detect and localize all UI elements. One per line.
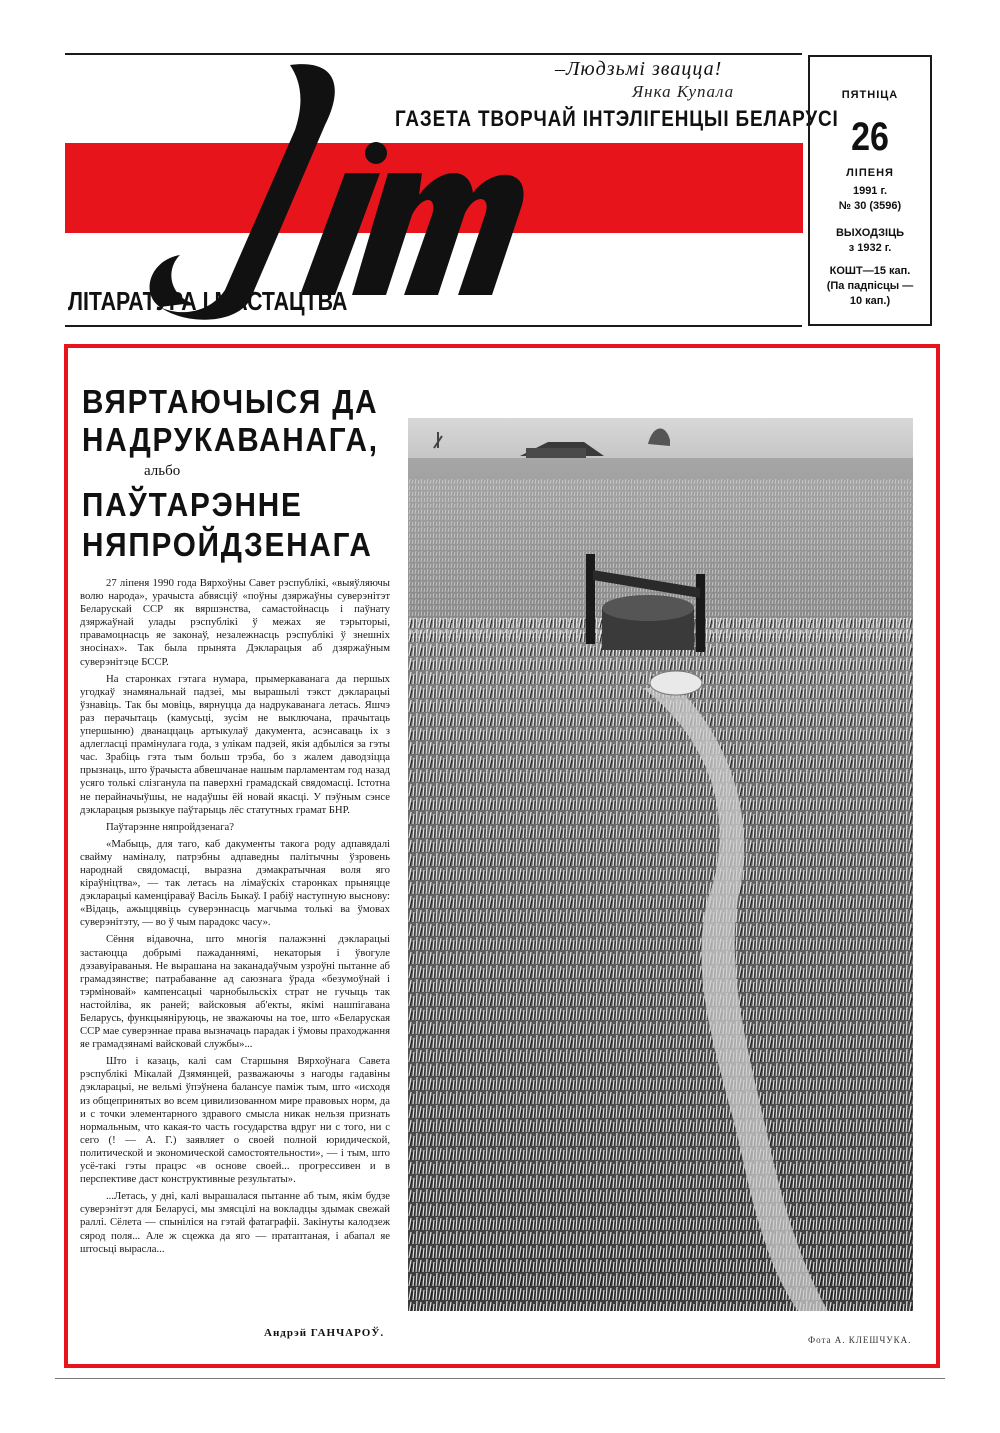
newspaper-subtitle: ЛІТАРАТУРА І МАСТАЦТВА — [68, 286, 348, 316]
published-since-label: ВЫХОДЗІЦЬ — [835, 227, 905, 239]
photo-near-grass — [408, 618, 913, 1311]
page-bottom-rule — [55, 1378, 945, 1379]
issue-month: ЛІПЕНЯ — [846, 167, 894, 179]
issue-day: 26 — [851, 115, 889, 159]
article-byline: Андрэй ГАНЧАРОЎ. — [264, 1327, 385, 1339]
logo-text: ЛіМ — [140, 55, 142, 56]
article-paragraph: На старонках гэтага нумара, прымеркаванага да першых угодкаў знамянальнай падзеі, мы вырашылі тэкст дэкларацыі ўзнавіць. Так бы мовіць, вярнуцца да надрукаванага летась. Яшчэ раз перачытаць (камусьці, зусім не выключана, прачытаць упершыню) дванаццаць артыкулаў дакумента, асэнсаваць іх з адлегласці прамінулага года, з улікам падзей, якія адбыліся за гэты час. Зрабіць гэта тым больш трэба, бо з жалем даводзіцца прызнаць, што ўрачыста абвешчанае нашым парламентам год назад усяго толькі слізганула па паверхні грамадскай свядомасці. Істотна не перайначыўшы, не надаўшы ёй новай якасці. У пэўным сэнсе дэкларацыя рызыкуе паўтарыць лёс статутных грамат БНР. — [80, 672, 390, 816]
article-paragraph: Паўтарэнне няпройдзенага? — [106, 820, 235, 833]
photo-stone — [650, 671, 702, 695]
headline-line3: ПАЎТАРЭННЕ — [82, 486, 303, 523]
logo-stroke-m — [352, 173, 524, 295]
article-paragraph: Сёння відавочна, што многія палажэнні дэкларацыі застаюцца добрымі пажаданнямі, некаторыя і ўвогуле дэзавуіраваныя. Не вырашана на заканадаўчым узроўні пытанне аб грамадзянстве; патрабаванне ад саюзнага ўрада «безумоўнай і тэрміновай» кампенсацыі чарнобыльскіх страт не гучыць так настойліва, як раней; вайсковыя аб'екты, якімі нашпігавана Беларусь, функцыяніруюць, не зважаючы на тое, што «Беларуская ССР мае суверэннае права вызначаць парадак і ўмовы праходжання яе грамадзянамі вайсковай службы»... — [80, 933, 390, 1051]
subscription-price-line1: (Па падпісцы — — [826, 280, 914, 292]
subscription-price-line2: 10 кап.) — [849, 295, 891, 307]
article-paragraph: 27 ліпеня 1990 года Вярхоўны Савет рэспублікі, «выяўляючы волю народа», урачыста абвясціў «поўны дзяржаўны суверэнітэт Беларускай ССР як вяршэнства, самастойнасць і паўнату дзяржаўнай улады рэспублікі ў межах яе тэрыторыі, правамоцнасць яе законаў, незалежнасць рэспублікі ў знешніх зносінах». Так была прынята Дэкларацыя аб дзяржаўным суверэнітэце БССР. — [80, 577, 390, 668]
newspaper-tagline: ГАЗЕТА ТВОРЧАЙ ІНТЭЛІГЕНЦЫІ БЕЛАРУСІ — [395, 106, 839, 131]
headline-connector: альбо — [144, 463, 181, 479]
issue-year: 1991 г. — [852, 185, 888, 197]
motto: –Людзьмі звацца! — [555, 58, 723, 80]
published-since-year: з 1932 г. — [848, 242, 892, 254]
photo-well-post-left — [586, 554, 595, 644]
motto-signature: Янка Купала — [632, 82, 735, 101]
field-well-photo — [408, 418, 913, 1311]
photo-credit: Фота А. КЛЕШЧУКА. — [808, 1335, 912, 1345]
headline-line4: НЯПРОЙДЗЕНАГА — [82, 526, 373, 563]
article-body — [80, 577, 390, 1260]
issue-number: № 30 (3596) — [838, 200, 902, 212]
article-paragraph: «Мабыць, для таго, каб дакументы такога роду адпавядалі свайму наміналу, патрэбны адпаведны палітычны ўзровень народнай свядомасці, выразна дэмакратычная воля яго кіраўніцтва», — так летась на лімаўскіх старонках прыняцце дэкларацыі каменціраваў Васіль Быкаў. І рабіў наступную выснову: «Відаць, ажыццявіць суверэннасць магчыма толькі ва ўмовах суверэнітэту, — во ў чым парадокс часу». — [80, 837, 390, 929]
photo-well-post-right — [696, 574, 705, 652]
headline-line2: НАДРУКАВАНАГА, — [82, 421, 379, 458]
masthead-bottom-rule — [65, 325, 802, 327]
issue-date-box — [808, 55, 932, 326]
article-paragraph: ...Летась, у дні, калі вырашалася пытанне аб тым, якім будзе суверэнітэт для Беларусі, мы змясцілі на вокладцы здымак свежай раллі. Сёлета — спыніліся на гэтай фатаграфіі. Закінуты калодзеж сярод поля... Але ж сцежка да яго — пратаптаная, і абапал яе штосьці вырасла... — [80, 1190, 390, 1255]
headline-line1: ВЯРТАЮЧЫСЯ ДА — [82, 383, 379, 420]
logo-dot-i — [365, 142, 387, 164]
issue-price: КОШТ—15 кап. — [829, 265, 911, 277]
issue-weekday: ПЯТНІЦА — [841, 89, 899, 101]
article-paragraph: Што і казаць, калі сам Старшыня Вярхоўнага Савета рэспублікі Мікалай Дзямянцей, разважаючы з нагоды гадавіны дэкларацыі, не вельмі ўпэўнена балансуе паміж тым, што «исходя из общепринятых во всем цивилизованном мире правовых норм, да и с точки элементарного здравого смысла никак нельзя признать нормальным, что какая-то часть государства вдруг ни с того, ни с сего (! — А. Г.) заявляет о своей полной юридической, политической и экономической самостоятельности», — і тым, што усё-такі гэты працэс «в основе своей... прогрессивен и в перспективе даст конструктивные результаты». — [80, 1055, 390, 1186]
